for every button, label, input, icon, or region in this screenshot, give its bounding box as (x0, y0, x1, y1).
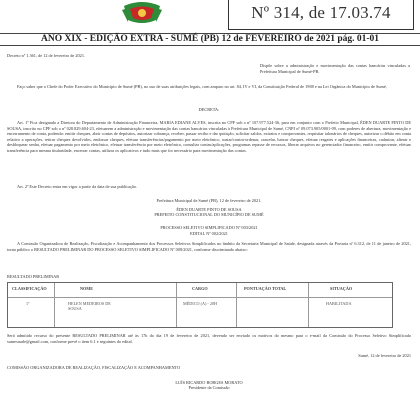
table-header: CARGO (192, 286, 208, 291)
table-header: NOME (80, 286, 94, 291)
decree-place-date: Prefeitura Municipal de Sumé (PB), 12 de fevereiro de 2021. (156, 198, 262, 203)
masthead (0, 0, 420, 44)
table-cell: HELEN MEDEIROS DE SOUSA (68, 301, 111, 311)
table-header: SITUAÇÃO (330, 286, 353, 291)
decree-signer-role: PREFEITO CONSTITUCIONAL DO MUNICÍPIO DE SUMÉ (154, 212, 264, 217)
decree-title: Decreto nº 1.361, de 12 de fevereiro de 2021. (7, 53, 86, 58)
table-cell: MÉDICO (A) - 20H (183, 301, 218, 306)
result-table (7, 282, 393, 328)
table-header: PONTUAÇÃO TOTAL (244, 286, 287, 291)
table-header: CLASSIFICAÇÃO (12, 286, 47, 291)
decree-ementa: Dispõe sobre a administração e movimentação das contas bancárias vinculadas a Prefeitura Municipal de Sumé-PB. (260, 63, 410, 74)
result-heading: RESULTADO PRELIMINAR (7, 274, 60, 279)
table-cell: 1º (26, 301, 30, 306)
edition-bar: ANO XIX - EDIÇÃO EXTRA - SUMÉ (PB) 12 de FEVEREIRO de 2021 pág. 01-01 (0, 33, 420, 46)
selection-title: PROCESSO SELETIVO SIMPLIFICADO Nº 003/2021 (160, 225, 258, 230)
municipal-coat-of-arms-icon (120, 0, 164, 26)
decree-decreta: DECRETA: (198, 107, 220, 112)
decree-article-1: Art. 1º Fica designado a Diretora do Departamento de Administração Financeira, MARIA EDIANE ALVES, inscrita no CPF sob o nº 107.977.524-36, para em conjunto com o Prefeito Municipal, ÉDEN DUARTE PINTO DE SOUSA, inscrito no CPF sob o nº 028.829.604-23, efetuarem a administração e movimentação das contas bancárias vinculadas à Prefeitura Municipal de Sumé, CNPJ nº 09.073.905/0001-09, com poderes de abertura, movimentação e encerramento de conta, podendo: emitir cheques, abrir contas de depósitos, autorizar cobrança, receber, passar recibo e dar quitação, solicitar saldos, extratos e comprovantes, requisitar talonários de cheques, autorizar o débito em conta relativo a operações, retirar cheques devolvidos, endossar cheques, efetuar transferências/pagamento por meio eletrônico, sustar/contra-ordenar, cancelar, baixar cheques, efetuar resgates e aplicações financeiras, cadastrar, alterar e desbloquear senha, efetuar pagamento por meio eletrônico, efetuar transferência por meio eletrônico, consultar contas/aplicações, programas repasse de recursos, liberar arquivos no gerenciador financeiro, emitir comprovante, efetuar transferência para mesma titularidade, encerrar contas, utilizar os aplicativos e tudo mais que for necessário para movimentação das contas. (7, 120, 411, 153)
law-number-box: Nº 314, de 17.03.74 (228, 0, 414, 30)
selection-place-date: Sumé, 12 de fevereiro de 2021 (358, 353, 411, 358)
selection-intro: A Comissão Organizadora de Realização, Fiscalização e Acompanhamento dos Processos Seletivos Simplificados no âmbito da Secretaria Municipal de Saúde, designada através da Portaria nº 6.312, de 11 de janeiro de 2021, torna público o RESULTADO PRELIMINAR DO PROCESSO SELETIVO SIMPLIFICADO Nº 008/2021, conforme discriminado abaixo: (7, 241, 411, 252)
selection-edital: EDITAL Nº 002/2021 (190, 231, 228, 236)
appeal-note: Será admitido recurso do presente RESULTADO PRELIMINAR até às 17h do dia 19 de fevereiro de 2021, devendo ser enviado os motivos do mesmo para o e-mail da Comissão do Processo Seletivo Simplificado sumesaude@gmail.com, conforme prevê o item 6.1 e seguintes do edital. (7, 333, 411, 344)
member-role: Presidente da Comissão (188, 385, 230, 390)
commission-name: COMISSÃO ORGANIZADORA DE REALIZAÇÃO, FISCALIZAÇÃO E ACOMPANHAMENTO (7, 365, 181, 370)
decree-signer-name: ÉDEN DUARTE PINTO DE SOUSA (176, 207, 242, 212)
decree-article-2: Art. 2º Este Decreto entra em vigor a partir da data de sua publicação. (17, 184, 138, 189)
member-name: LUÍS RICARDO BORGES MORATO (175, 380, 243, 385)
table-cell: HABILITADA (326, 301, 352, 306)
decree-preamble: Faço saber que o Chefe do Poder Executivo do Município de Sumé (PB), no uso de suas atribuições legais, com amparo no art. 84, IV e VI, da Constituição Federal de 1988 e na Lei Orgânica do Município de Sumé, (17, 84, 387, 89)
